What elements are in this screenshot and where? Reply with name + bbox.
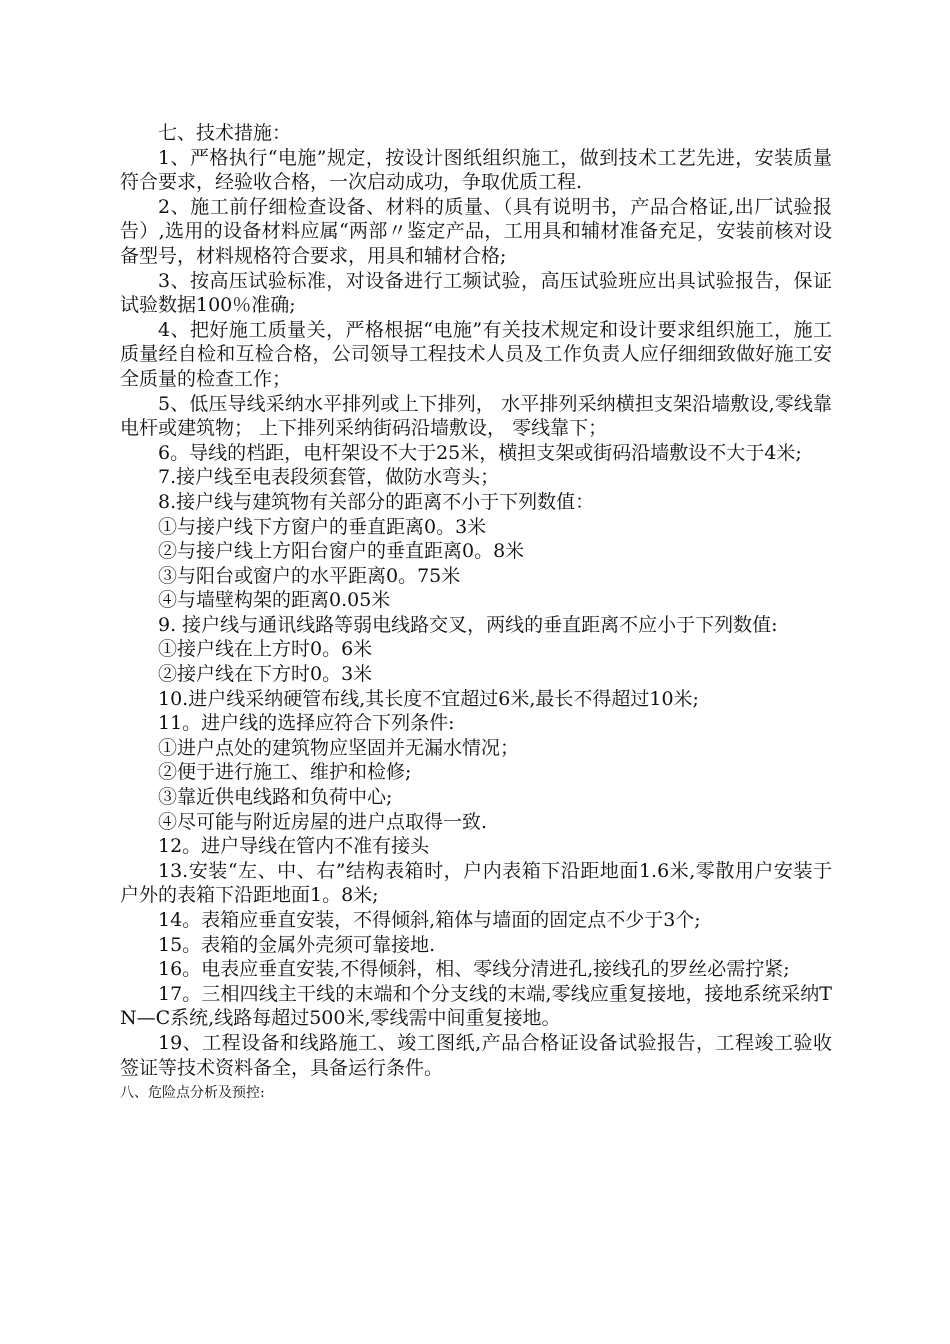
- paragraph-11-item-3: ③靠近供电线路和负荷中心;: [158, 786, 393, 809]
- paragraph-5: 5、低压导线采纳水平排列或上下排列， 水平排列采纳横担支架沿墙敷设,零线靠电杆或建筑物； 上下排列采纳街码沿墙敷设， 零线靠下；: [120, 392, 832, 440]
- paragraph-10: 10.进户线采纳硬管布线,其长度不宜超过6米,最长不得超过10米;: [158, 687, 699, 710]
- document-body: [120, 121, 832, 1104]
- paragraph-12: 12。进户导线在管内不准有接头: [158, 835, 430, 858]
- paragraph-9: 9. 接户线与通讯线路等弱电线路交叉，两线的垂直距离不应小于下列数值:: [158, 613, 778, 636]
- paragraph-8-item-3: ③与阳台或窗户的水平距离0。75米: [158, 564, 461, 587]
- paragraph-16: 16。电表应垂直安装,不得倾斜，相、零线分清进孔,接线孔的罗丝必需拧紧;: [158, 958, 790, 981]
- paragraph-13: 13.安装“左、中、右”结构表箱时，户内表箱下沿距地面1.6米,零散用户安装于户外的表箱下沿距地面1。8米;: [120, 859, 832, 907]
- paragraph-11-item-1: ①进户点处的建筑物应坚固并无漏水情况；: [158, 736, 520, 759]
- paragraph-19: 19、工程设备和线路施工、竣工图纸,产品合格证设备试验报告，工程竣工验收签证等技术资料备全，具备运行条件。: [120, 1031, 832, 1079]
- paragraph-11: 11。进户线的选择应符合下列条件:: [158, 712, 455, 735]
- paragraph-8: 8.接户线与建筑物有关部分的距离不小于下列数值：: [158, 490, 595, 513]
- paragraph-9-item-1: ①接户线在上方时0。6米: [158, 638, 373, 661]
- paragraph-14: 14。表箱应垂直安装，不得倾斜,箱体与墙面的固定点不少于3个;: [158, 909, 701, 931]
- paragraph-11-item-4: ④尽可能与附近房屋的进户点取得一致.: [158, 810, 488, 833]
- paragraph-2: 2、施工前仔细检查设备、材料的质量、（具有说明书，产品合格证,出厂试验报告）,选用的设备材料应属“两部〃鉴定产品，工用具和辅材准备充足，安装前核对设备型号，材料规格符合要求，用具和辅材合格;: [120, 195, 832, 267]
- paragraph-8-item-2: ②与接户线上方阳台窗户的垂直距离0。8米: [158, 540, 525, 563]
- paragraph-3: 3、按高压试验标准，对设备进行工频试验，高压试验班应出具试验报告，保证试验数据100％准确;: [120, 269, 832, 317]
- paragraph-17: 17。三相四线主干线的末端和个分支线的末端,零线应重复接地，接地系统采纳TN—C系统,线路每超过500米,零线需中间重复接地。: [120, 982, 832, 1030]
- paragraph-15: 15。表箱的金属外壳须可靠接地.: [158, 933, 436, 956]
- section-heading-risk-analysis: 八、危险点分析及预控:: [120, 1085, 265, 1102]
- paragraph-4: 4、把好施工质量关，严格根据“电施”有关技术规定和设计要求组织施工，施工质量经自检和互检合格，公司领导工程技术人员及工作负责人应仔细细致做好施工安全质量的检查工作；: [120, 318, 832, 390]
- paragraph-11-item-2: ②便于进行施工、维护和检修;: [158, 761, 412, 784]
- section-heading-technical-measures: 七、技术措施：: [158, 122, 292, 144]
- paragraph-7: 7.接户线至电表段须套管，做防水弯头；: [158, 466, 500, 489]
- paragraph-8-item-1: ①与接户线下方窗户的垂直距离0。3米: [158, 515, 487, 538]
- paragraph-6: 6。导线的档距，电杆架设不大于25米，横担支架或街码沿墙敷设不大于4米;: [158, 441, 802, 464]
- paragraph-1: 1、严格执行“电施”规定，按设计图纸组织施工，做到技术工艺先进，安装质量符合要求，经验收合格，一次启动成功，争取优质工程.: [120, 146, 832, 194]
- paragraph-8-item-4: ④与墙壁构架的距离0.05米: [158, 589, 391, 612]
- paragraph-9-item-2: ②接户线在下方时0。3米: [158, 663, 373, 686]
